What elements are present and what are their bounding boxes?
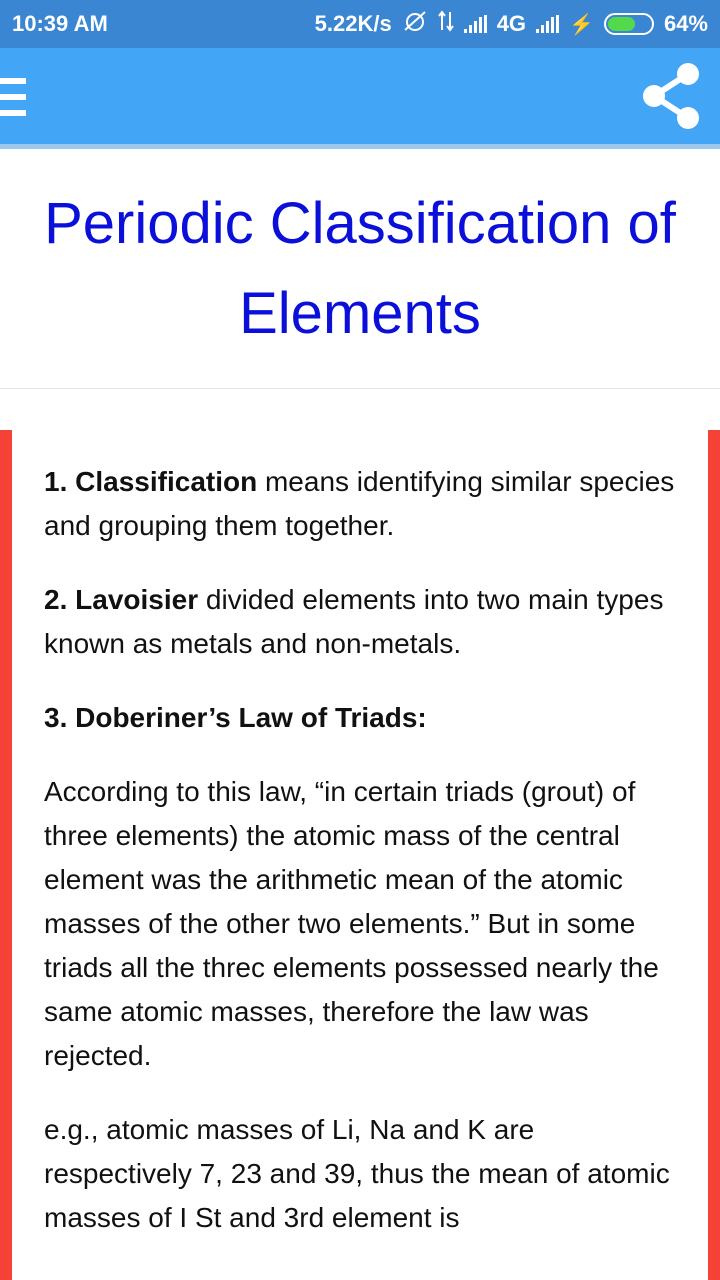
- point-number: 2.: [44, 584, 68, 615]
- paragraph-triads-law: According to this law, “in certain triads (grout) of three elements) the atomic mass of the central element was the arithmetic mean of the atomic masses of the other two elements.” But in some triads all the threc elements possessed nearly the same atomic masses, therefore the law was rejected.: [44, 776, 659, 1071]
- hamburger-menu-icon[interactable]: [0, 78, 26, 116]
- paragraph-lavoisier: [44, 578, 684, 666]
- term-classification: Classification: [75, 466, 258, 497]
- term-lavoisier: Lavoisier: [75, 584, 199, 615]
- signal-strength-2-icon: [536, 15, 559, 33]
- paragraph-classification: [44, 460, 684, 548]
- triads-heading: 3. Doberiner’s Law of Triads:: [44, 702, 427, 733]
- app-bar: [0, 48, 720, 144]
- signal-strength-icon: [464, 15, 487, 33]
- card-right-border: [708, 430, 720, 1280]
- article-content: [44, 460, 684, 1270]
- charging-bolt-icon: ⚡: [569, 13, 594, 36]
- status-icons: [315, 10, 708, 38]
- card-left-border: [0, 430, 12, 1280]
- data-transfer-icon: [438, 10, 454, 38]
- status-time: 10:39 AM: [12, 11, 108, 36]
- share-icon[interactable]: [634, 60, 706, 132]
- title-area: [0, 149, 720, 389]
- content-card: [0, 430, 720, 1280]
- network-speed: 5.22K/s: [314, 11, 392, 36]
- page-title: Periodic Classification of Elements: [44, 190, 676, 346]
- status-bar: [0, 0, 720, 48]
- classification-text: means identifying similar species and grouping them together.: [44, 466, 675, 541]
- battery-icon: [604, 13, 654, 35]
- battery-fill: [608, 17, 635, 31]
- network-type: 4G: [496, 11, 527, 36]
- battery-percent: 64%: [663, 11, 708, 36]
- paragraph-triads-heading: [44, 696, 684, 740]
- lavoisier-text: divided elements into two main types known as metals and non-metals.: [44, 584, 664, 659]
- paragraph-example: e.g., atomic masses of Li, Na and K are respectively 7, 23 and 39, thus the mean of atomic masses of I St and 3rd element is: [44, 1114, 670, 1233]
- point-number: 1.: [44, 466, 68, 497]
- alarm-off-icon: [402, 10, 428, 38]
